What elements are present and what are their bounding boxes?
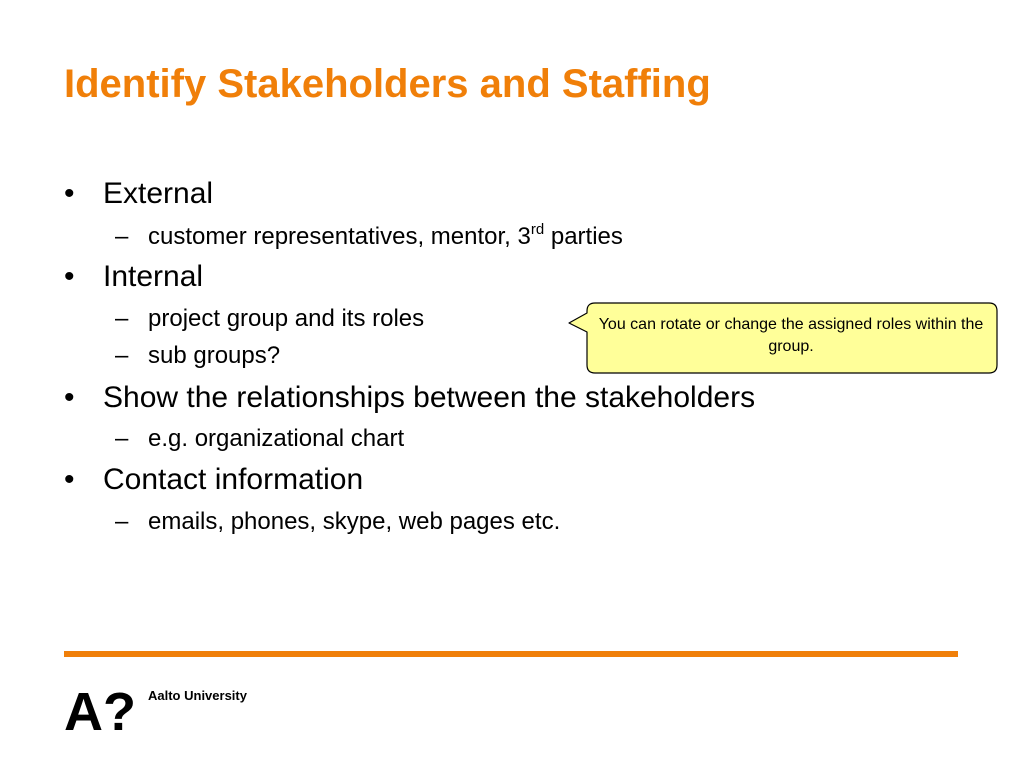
sub-bullet-marker: –: [115, 425, 129, 452]
sub-bullet-text: customer representatives, mentor, 3: [148, 223, 531, 250]
bullet-marker: •: [64, 260, 75, 293]
sub-bullet-marker: –: [115, 508, 129, 535]
sub-bullet-text: e.g. organizational chart: [148, 425, 405, 452]
ordinal-superscript: rd: [530, 221, 545, 238]
bullet-text: External: [103, 177, 214, 210]
footer-divider: [64, 651, 958, 657]
aalto-logo-mark: [64, 686, 136, 734]
sub-bullet-item: [115, 304, 424, 334]
bullet-item: [64, 462, 363, 498]
callout-text: You can rotate or change the assigned roles within the group.: [598, 316, 984, 355]
bullet-item: [64, 259, 203, 295]
logo-wordmark: Aalto University: [148, 688, 247, 703]
sub-bullet-item: [115, 507, 560, 537]
sub-bullet-text-end: parties: [544, 223, 623, 250]
sub-bullet-text: emails, phones, skype, web pages etc.: [148, 508, 561, 535]
sub-bullet-marker: –: [115, 305, 129, 332]
bullet-item: [64, 380, 755, 416]
bullet-marker: •: [64, 381, 75, 414]
sub-bullet-marker: –: [115, 342, 129, 369]
bullet-text: Show the relationships between the stakeholders: [103, 381, 756, 414]
sub-bullet-text: project group and its roles: [148, 305, 425, 332]
sub-bullet-text: sub groups?: [148, 342, 281, 369]
bullet-marker: •: [64, 177, 75, 210]
slide-title: Identify Stakeholders and Staffing: [64, 62, 711, 106]
bullet-text: Contact information: [103, 463, 364, 496]
callout-note: [566, 302, 998, 374]
logo-mark-glyphs: A?: [64, 686, 136, 734]
sub-bullet-marker: –: [115, 223, 129, 250]
bullet-item: [64, 176, 213, 212]
sub-bullet-item: [115, 341, 280, 371]
bullet-marker: •: [64, 463, 75, 496]
bullet-text: Internal: [103, 260, 204, 293]
sub-bullet-item: [115, 424, 404, 454]
sub-bullet-item: [115, 222, 623, 252]
university-logo: [64, 686, 264, 734]
